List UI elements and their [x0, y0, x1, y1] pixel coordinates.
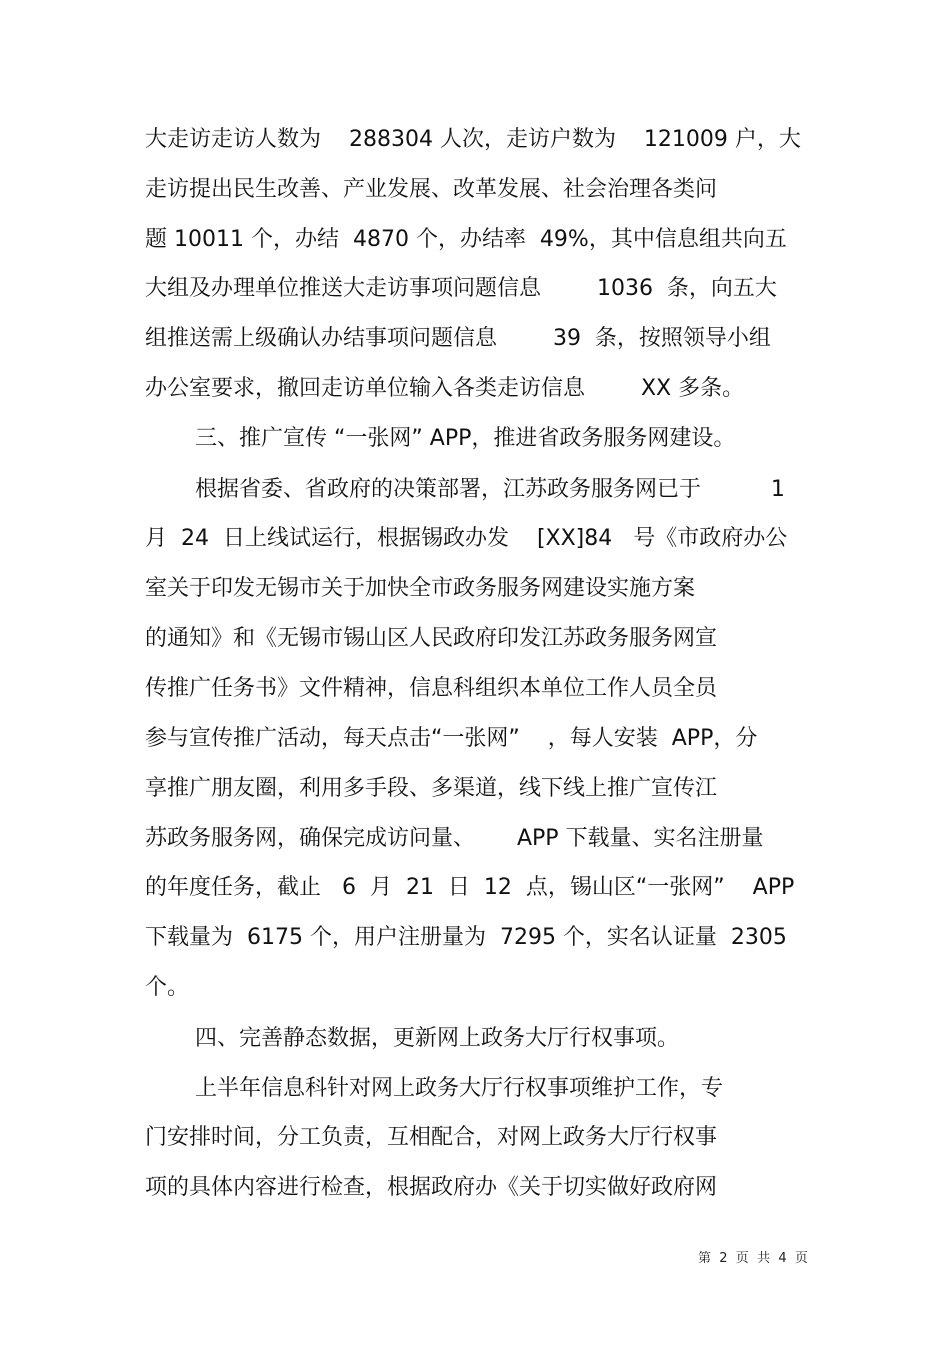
body-text-line: 的年度任务，截止 6 月 21 日 12 点，锡山区“一张网” APP: [145, 875, 795, 900]
body-text-line: 的通知》和《无锡市锡山区人民政府印发江苏政务服务网宣: [145, 626, 718, 651]
body-text-line: 传推广任务书》文件精神，信息科组织本单位工作人员全员: [145, 676, 718, 701]
body-text-line: 组推送需上级确认办结事项问题信息 39 条，按照领导小组: [145, 326, 771, 351]
section-heading: 三、推广宣传 “一张网” APP，推进省政务服务网建设。: [195, 426, 736, 451]
section-heading: 四、完善静态数据，更新网上政务大厅行权事项。: [195, 1026, 680, 1051]
body-text-line: 办公室要求，撤回走访单位输入各类走访信息 XX 多条。: [145, 376, 745, 401]
body-text-line: 项的具体内容进行检查，根据政府办《关于切实做好政府网: [145, 1175, 718, 1200]
body-text-line: 大走访走访人数为 288304 人次，走访户数为 121009 户，大: [145, 127, 801, 152]
body-text-line: 个。: [145, 975, 190, 1000]
body-text-line: 月 24 日上线试运行，根据锡政办发 [XX]84 号《市政府办公: [145, 526, 788, 551]
page-number-footer: 第 2 页 共 4 页: [698, 1251, 808, 1266]
body-text-line: 门安排时间，分工负责，互相配合，对网上政务大厅行权事: [145, 1125, 718, 1150]
body-text-line: 苏政务服务网，确保完成访问量、 APP 下载量、实名注册量: [145, 826, 764, 851]
body-text-line: 题 10011 个，办结 4870 个，办结率 49%，其中信息组共向五: [145, 227, 787, 252]
body-text-line: 下载量为 6175 个，用户注册量为 7295 个，实名认证量 2305: [145, 925, 787, 950]
body-text-line: 走访提出民生改善、产业发展、改革发展、社会治理各类问: [145, 177, 718, 202]
body-text-line: 大组及办理单位推送大走访事项问题信息 1036 条，向五大: [145, 276, 777, 301]
body-text-line: 参与宣传推广活动，每天点击“一张网” ，每人安装 APP，分: [145, 726, 758, 751]
body-text-line: 享推广朋友圈，利用多手段、多渠道，线下线上推广宣传江: [145, 776, 718, 801]
body-text-line: 上半年信息科针对网上政务大厅行权事项维护工作，专: [195, 1076, 724, 1101]
body-text-line: 室关于印发无锡市关于加快全市政务服务网建设实施方案: [145, 576, 696, 601]
body-text-line: 根据省委、省政府的决策部署，江苏政务服务网已于 1: [195, 477, 785, 502]
